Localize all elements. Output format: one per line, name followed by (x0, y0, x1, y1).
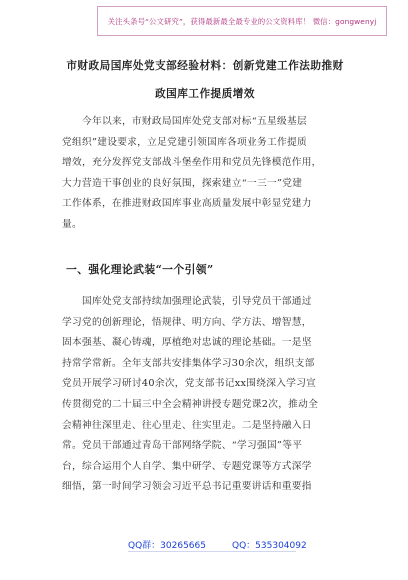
paragraph-line: 增效，充分发挥党支部战斗堡垒作用和党员先锋模范作用， (62, 157, 322, 169)
paragraph-line: 量。 (62, 218, 82, 230)
qq-number-text: QQ：535304092 (232, 541, 307, 551)
paragraph-line: 国库处党支部持续加强理论武装，引导党员干部通过 (82, 296, 312, 307)
intro-paragraph (62, 112, 358, 236)
paragraph-line: 党员开展学习研讨40余次，党支部书记xx围绕深入学习宣 (62, 378, 317, 390)
paragraph-line: 细悟，第一时间学习领会习近平总书记重要讲话和重要指 (62, 481, 312, 493)
paragraph-line: 持常学常新。全年支部共安排集体学习30余次，组织支部 (62, 357, 315, 369)
paragraph-line: 学习党的创新理论，悟规律、明方向、学方法、增智慧， (62, 316, 312, 328)
document-title-line-2: 政国库工作提质增效 (155, 88, 255, 100)
paragraph-line: 党组织”建设要求，立足党建引领国库各项业务工作提质 (62, 136, 307, 148)
paragraph-line: 今年以来，市财政局国库处党支部对标“五星级基层 (82, 116, 307, 127)
paragraph-line: 固本强基、凝心铸魂，厚植绝对忠诚的理论基础。一是坚 (62, 337, 312, 349)
document-title-line-1: 市财政局国库处党支部经验材料：创新党建工作法助推财 (66, 60, 344, 72)
paragraph-line: 常。党员干部通过青岛干部网络学院、“学习强国”等平 (62, 440, 303, 452)
promo-banner: 关注头条号“公文研究”，获得最新最全最专业的公文资料库！ 微信：gongwenyj (97, 6, 387, 36)
paragraph-line: 台，综合运用个人自学、集中研学、专题党课等方式深学 (62, 460, 312, 472)
paragraph-line: 会精神往深里走、往心里走、往实里走。二是坚持融入日 (62, 419, 312, 431)
paragraph-line: 工作体系，在推进财政国库事业高质量发展中彰显党建力 (62, 198, 312, 210)
paragraph-line: 大力营造干事创业的良好氛围，探索建立“一三一”党建 (62, 177, 303, 189)
footer-contact (0, 538, 408, 552)
section-1-paragraph (62, 292, 358, 498)
paragraph-line: 传贯彻党的二十届三中全会精神讲授专题党课2次，推动全 (62, 398, 319, 410)
footer-divider (128, 551, 296, 552)
qq-group-text: QQ群：30265665 (128, 541, 206, 551)
section-heading: 一、强化理论武装“一个引领” (66, 263, 214, 276)
